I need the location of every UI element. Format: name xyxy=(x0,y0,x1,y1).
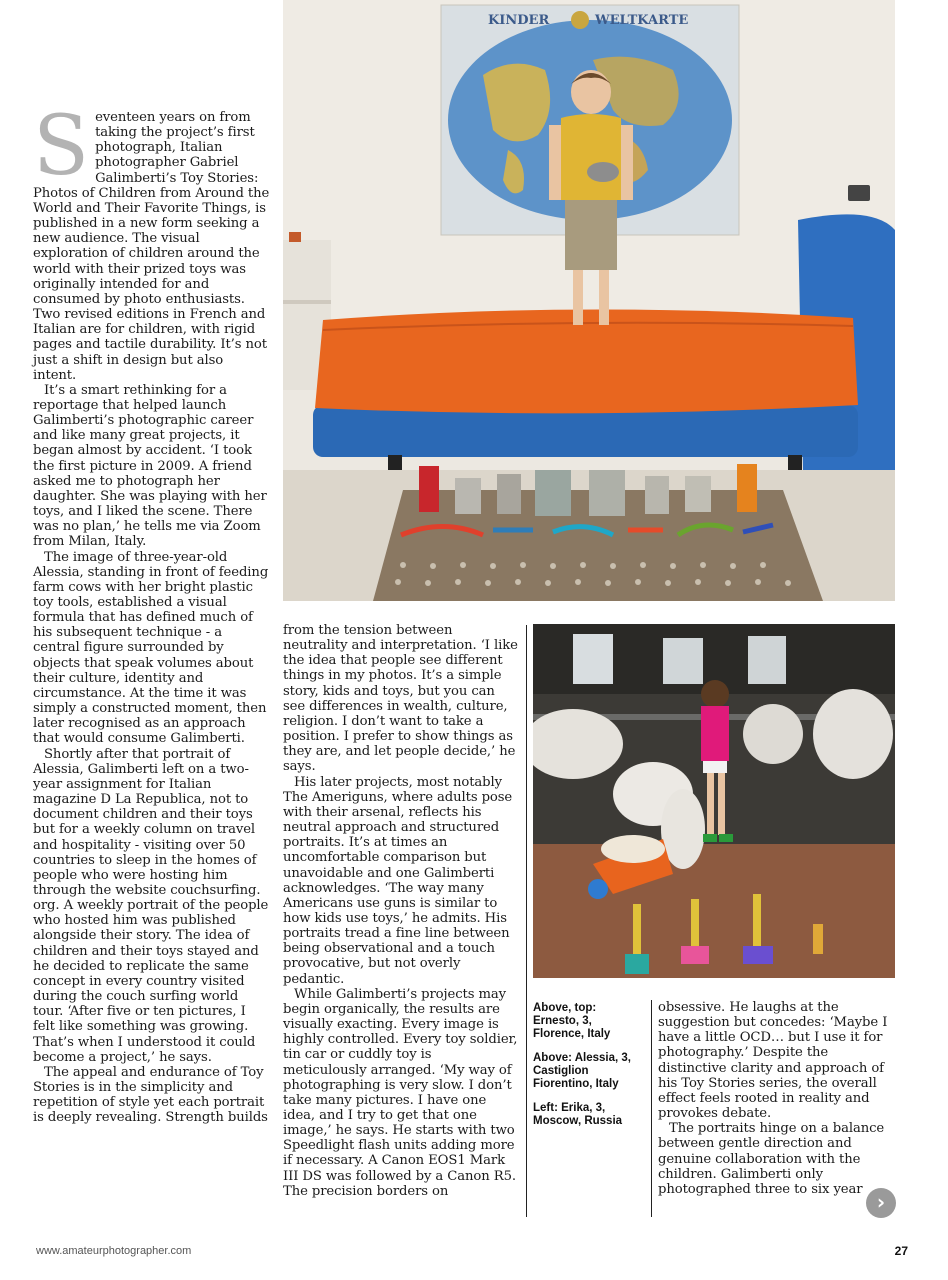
photo-ernesto xyxy=(283,0,895,601)
paragraph-10: The portraits hinge on a balance between gentle direction and genuine collaboration with the children. Galimberti only photographed three to six year xyxy=(658,1121,885,1197)
drop-cap: S xyxy=(33,99,90,194)
paragraph-3: The image of three-year-old Alessia, standing in front of feeding farm cows with her bright plastic toy tools, established a visual formula that has defined much of his subsequent technique - a central figure surrounded by objects that speak volumes about their culture, identity and circumstance. At the time it was simply a constructed moment, then later recognised as an approach that would consume Galimberti. xyxy=(33,549,269,747)
paragraph-5: The appeal and endurance of Toy Stories is in the simplicity and repetition of style yet each portrait is deeply revealing. Strength builds xyxy=(33,1064,268,1126)
paragraph-8: While Galimberti’s projects may begin organically, the results are visually exacting. Every image is highly controlled. Every toy soldier, tin car or cuddly toy is meticulously arranged. ‘My way of photographing is very slow. I don’t take many pictures. I have one idea, and I try to get that one image,’ he says. He starts with two Speedlight flash units adding more if necessary. A Canon EOS1 Mark III DS was followed by a Canon R5. The precision borders on xyxy=(283,986,518,1199)
article-column-2 xyxy=(283,623,518,1199)
paragraph-4: Shortly after that portrait of Alessia, Galimberti left on a two-year assignment for Italian magazine D La Republica, not to document children and their toys but for a weekly column on travel and hospitality - visiting over 50 countries to sleep in the homes of people who were hosting him through the website couchsurfing. org. A weekly portrait of the people who hosted him was published alongside their story. The idea of children and their toys stayed and he decided to replicate the same concept in every country visited during the couch surfing world tour. ‘After five or ten pictures, I felt like something was growing. That’s when I understood it could become a project,’ he says. xyxy=(33,746,269,1065)
column-divider xyxy=(526,625,527,1217)
caption-above: Above: Alessia, 3, Castiglion Fiorentino, Italy xyxy=(533,1052,632,1090)
footer-url: www.amateurphotographer.com xyxy=(36,1245,192,1257)
map-title-left: KINDER xyxy=(488,13,550,28)
chevron-right-icon[interactable]: › xyxy=(866,1188,896,1218)
paragraph-2: It’s a smart rethinking for a reportage that helped launch Galimberti’s photographic career and like many great projects, it began almost by accident. ‘I took the first picture in 2009. A friend asked me to photograph her daughter. She was playing with her toys, and I liked the scene. There was no plan,’ he tells me via Zoom from Milan, Italy. xyxy=(33,382,267,550)
article-column-1 xyxy=(33,99,270,1126)
paragraph-7: His later projects, most notably The Ameriguns, where adults pose with their arsenal, reflects his neutral approach and structured portraits. It’s at times an uncomfortable comparison but unavoidable and one Galimberti acknowledges. ‘The way many Americans use guns is similar to how kids use toys,’ he admits. His portraits tread a fine line between being observational and a touch provocative, but not overly pedantic. xyxy=(283,774,513,987)
paragraph-1: Seventeen years on from taking the project’s first photograph, Italian photographer Gabriel Galimberti’s Toy Stories: Photos of Children from Around the World and Their Favorite Things, is published in a new form seeking a new audience. The visual exploration of children around the world with their prized toys was originally intended for and consumed by photo enthusiasts. Two revised editions in French and Italian are for children, with rigid pages and tactile durability. It’s not just a shift in design but also intent. xyxy=(33,99,270,383)
page-number: 27 xyxy=(894,1244,908,1258)
paragraph-9: obsessive. He laughs at the suggestion but concedes: ‘Maybe I have a little OCD… but I use it for photography.’ Despite the distinctive clarity and approach of his Toy Stories series, the overall effect feels rooted in reality and provokes debate. xyxy=(658,1000,888,1122)
article-column-4 xyxy=(658,1000,896,1197)
map-title-right: WELTKARTE xyxy=(595,13,689,28)
captions xyxy=(533,1002,645,1139)
caption-left: Left: Erika, 3, Moscow, Russia xyxy=(533,1102,623,1127)
photo-alessia xyxy=(533,624,895,978)
caption-top: Above, top: Ernesto, 3, Florence, Italy xyxy=(533,1002,611,1040)
paragraph-6: from the tension between neutrality and interpretation. ‘I like the idea that people see different things in my photos. It’s a simple story, kids and toys, but you can see differences in wealth, culture, religion. I don’t want to take a position. I prefer to show things as they are, and let people decide,’ he says. xyxy=(283,623,518,775)
caption-divider xyxy=(651,1000,652,1217)
